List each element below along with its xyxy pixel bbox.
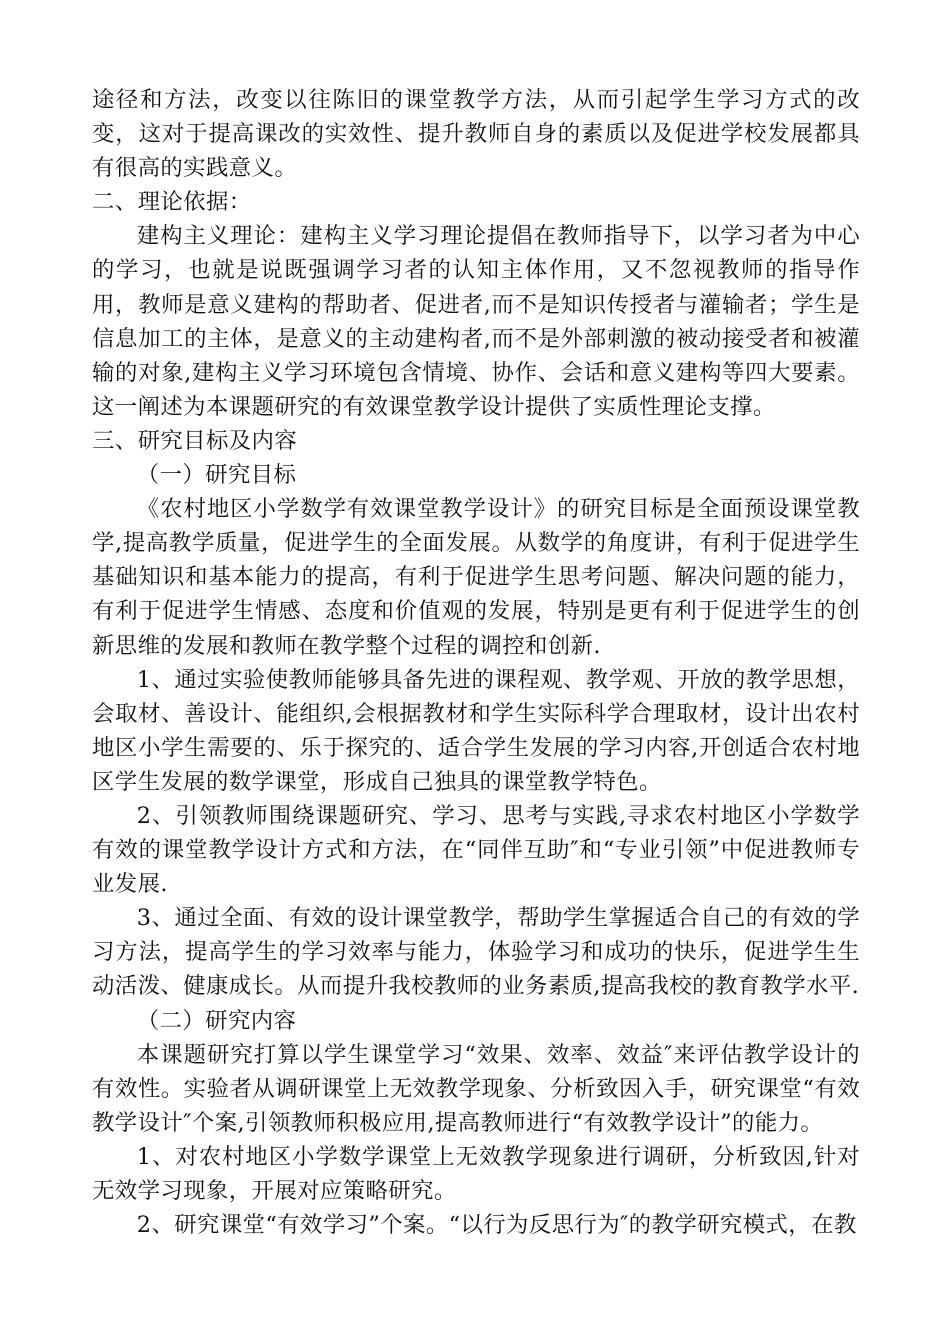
section-heading-theory-basis: 二、理论依据： bbox=[92, 189, 252, 216]
paragraph-intro-continuation: 途径和方法，改变以往陈旧的课堂教学方法，从而引起学生学习方式的改变，这对于提高课改的实效性、提升教师自身的素质以及促进学校发展都具有很高的实践意义。 bbox=[92, 87, 860, 182]
paragraph-constructivism: 建构主义理论：建构主义学习理论提倡在教师指导下，以学习者为中心的学习，也就是说既强调学习者的认知主体作用，又不忽视教师的指导作用，教师是意义建构的帮助者、促进者,而不是知识传授者与灌输者；学生是信息加工的主体，是意义的主动建构者,而不是外部刺激的被动接受者和被灌输的对象,建构主义学习环境包含情境、协作、会话和意义建构等四大要素。这一阐述为本课题研究的有效课堂教学设计提供了实质性理论支撑。 bbox=[92, 223, 860, 420]
paragraph-goal-3: 3、通过全面、有效的设计课堂教学，帮助学生掌握适合自己的有效的学习方法，提高学生的学习效率与能力，体验学习和成功的快乐，促进学生生动活泼、健康成长。从而提升我校教师的业务素质,提高我校的教育教学水平. bbox=[92, 905, 860, 1000]
paragraph-content-overview: 本课题研究打算以学生课堂学习“效果、效率、效益″来评估教学设计的有效性。实验者从调研课堂上无效教学现象、分析致因入手，研究课堂“有效教学设计″个案,引领教师积极应用,提高教师进行“有效教学设计”的能力。 bbox=[92, 1041, 860, 1136]
paragraph-goals-overview: 《农村地区小学数学有效课堂教学设计》的研究目标是全面预设课堂教学,提高教学质量，促进学生的全面发展。从数学的角度讲，有利于促进学生基础知识和基本能力的提高，有利于促进学生思考问题、解决问题的能力，有利于促进学生情感、态度和价值观的发展，特别是更有利于促进学生的创新思维的发展和教师在教学整个过程的调控和创新. bbox=[92, 496, 860, 659]
paragraph-content-2: 2、研究课堂“有效学习”个案。“以行为反思行为″的教学研究模式，在教 bbox=[136, 1212, 857, 1239]
subheading-research-goals: （一）研究目标 bbox=[136, 462, 297, 489]
paragraph-content-1: 1、对农村地区小学数学课堂上无效教学现象进行调研，分析致因,针对无效学习现象，开展对应策略研究。 bbox=[92, 1143, 860, 1204]
paragraph-goal-1: 1、通过实验使教师能够具备先进的课程观、教学观、开放的教学思想，会取材、善设计、能组织,会根据教材和学生实际科学合理取材，设计出农村地区小学生需要的、乐于探究的、适合学生发展的学习内容,开创适合农村地区学生发展的数学课堂，形成自己独具的课堂教学特色。 bbox=[92, 666, 860, 795]
subheading-research-content: （二）研究内容 bbox=[136, 1007, 297, 1034]
document-page bbox=[92, 83, 860, 1242]
section-heading-goals-content: 三、研究目标及内容 bbox=[92, 427, 298, 454]
paragraph-goal-2: 2、引领教师围绕课题研究、学习、思考与实践,寻求农村地区小学数学有效的课堂教学设计方式和方法，在“同伴互助″和“专业引领”中促进教师专业发展. bbox=[92, 802, 860, 898]
